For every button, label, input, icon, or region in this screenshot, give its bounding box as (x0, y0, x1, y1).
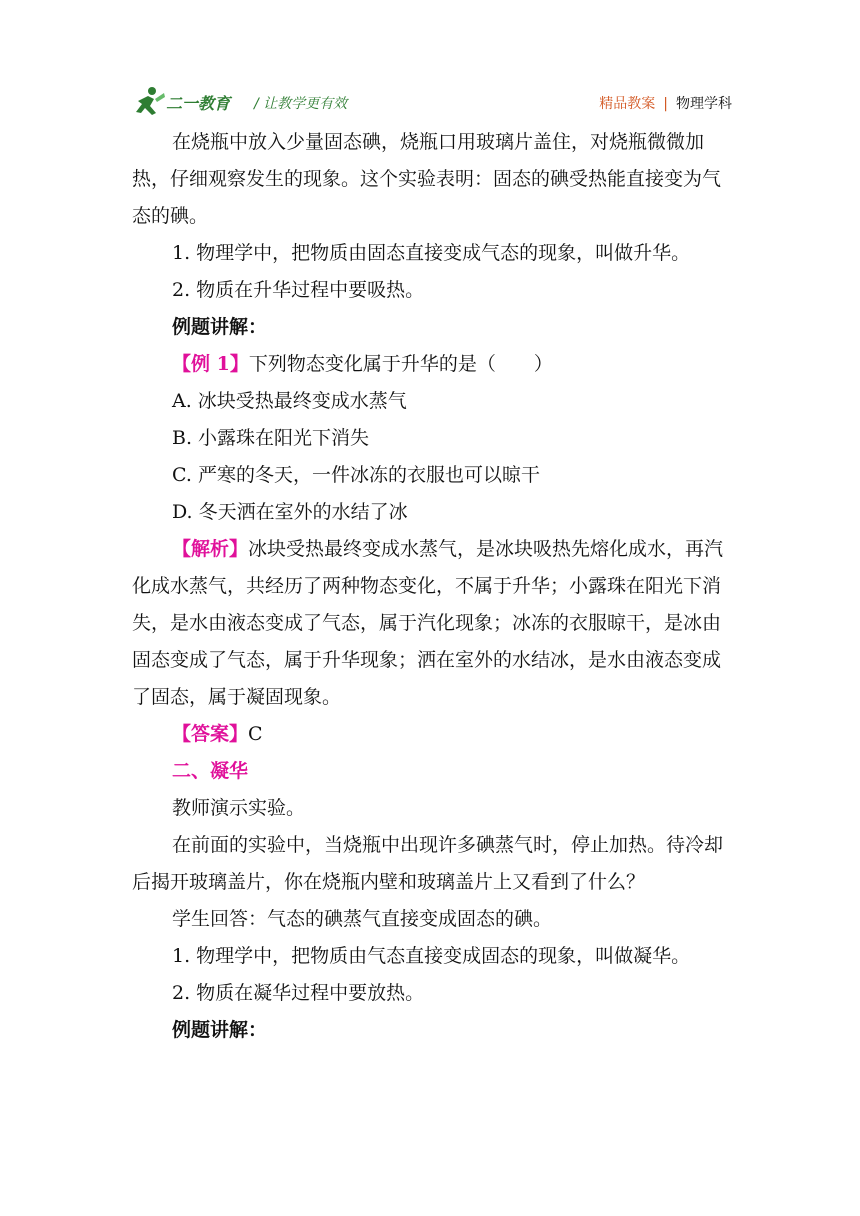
example-1-tag: 【例 1】 (172, 353, 249, 375)
option-c: C. 严寒的冬天，一件冰冻的衣服也可以晾干 (172, 464, 540, 486)
header-tag: 精品教案 (599, 96, 656, 112)
paragraph-sublimation-definition: 1. 物理学中，把物质由固态直接变成气态的现象，叫做升华。 (172, 242, 691, 264)
slogan: / 让教学更有效 (254, 96, 348, 112)
section-2-title: 二、凝华 (172, 760, 249, 782)
paragraph-sublimation-heat: 2. 物质在升华过程中要吸热。 (172, 279, 425, 301)
option-a: A. 冰块受热最终变成水蒸气 (172, 390, 407, 412)
option-b: B. 小露珠在阳光下消失 (172, 427, 370, 449)
header-right (599, 93, 732, 113)
header-separator: | (663, 96, 668, 112)
runner-logo-icon (132, 85, 166, 119)
page-header (132, 82, 732, 122)
answer-tag: 【答案】 (172, 723, 249, 745)
answer-paragraph (132, 716, 732, 753)
answer-text: C (248, 723, 263, 745)
paragraph-experiment: 在烧瓶中放入少量固态碘，烧瓶口用玻璃片盖住，对烧瓶微微加热，仔细观察发生的现象。这个实验表明：固态的碘受热能直接变为气态的碘。 (132, 131, 722, 227)
example-heading: 例题讲解： (172, 316, 268, 338)
paragraph-cooling-question: 在前面的实验中，当烧瓶中出现许多碘蒸气时，停止加热。待冷却后揭开玻璃盖片，你在烧瓶内壁和玻璃盖片上又看到了什么？ (132, 834, 724, 893)
analysis-tag: 【解析】 (172, 538, 249, 560)
analysis-text: 冰块受热最终变成水蒸气，是冰块吸热先熔化成水，再汽化成水蒸气，共经历了两种物态变化，不属于升华；小露珠在阳光下消失，是水由液态变成了气态，属于汽化现象；冰冻的衣服晾干，是冰由固态变成了气态，属于升华现象；洒在室外的水结冰，是水由液态变成了固态，属于凝固现象。 (132, 538, 724, 708)
paragraph-student-answer: 学生回答：气态的碘蒸气直接变成固态的碘。 (172, 908, 553, 930)
paragraph-deposition-definition: 1. 物理学中，把物质由气态直接变成固态的现象，叫做凝华。 (172, 945, 691, 967)
example-1-question (132, 346, 732, 383)
analysis-paragraph (132, 531, 732, 716)
paragraph-teacher-demo: 教师演示实验。 (172, 797, 306, 819)
logo-text: 二一教育 (166, 94, 231, 113)
option-d: D. 冬天洒在室外的水结了冰 (172, 501, 408, 523)
example-heading-2: 例题讲解： (172, 1019, 268, 1041)
example-1-text: 下列物态变化属于升华的是（ ） (248, 353, 553, 375)
header-subject: 物理学科 (676, 96, 732, 112)
paragraph-deposition-heat: 2. 物质在凝华过程中要放热。 (172, 982, 425, 1004)
logo (132, 82, 252, 122)
document-body (132, 124, 732, 1049)
